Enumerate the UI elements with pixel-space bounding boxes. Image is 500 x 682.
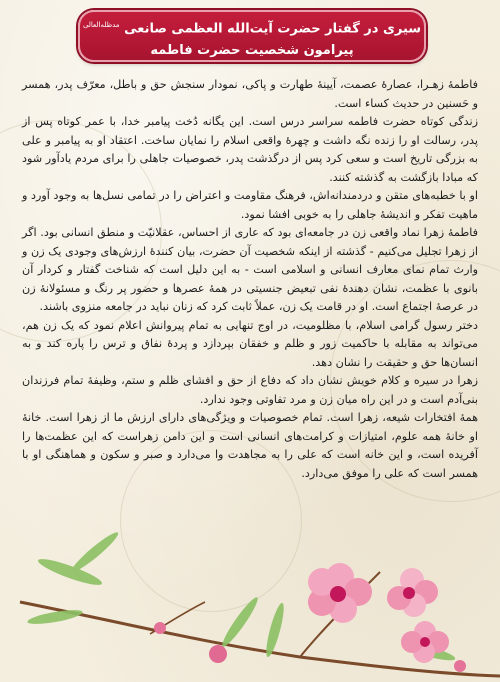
title-banner bbox=[78, 10, 426, 62]
flower-bud bbox=[154, 622, 466, 672]
title-line-2: پیرامون شخصیت حضرت فاطمه bbox=[150, 43, 354, 59]
article-body bbox=[22, 76, 478, 483]
paragraph: او با خطبه‌های متقن و دردمندانه‌اش، فرهنگ مقاومت و اعتراض را در تمامی نسل‌ها به وجود آورد و ماهیت تفکر و اندیشهٔ جاهلی را به خوبی افشا نمود. bbox=[22, 189, 478, 221]
paragraph: فاطمهٔ زهـرا، عصارهٔ عصمت، آیینهٔ طهارت و پاکی، نمودار سنجش حق و باطل، معرّف پدر، همسر و حَسنین در حدیث کساء است. bbox=[22, 78, 478, 110]
paragraph: زهرا در سیره و کلام خویش نشان داد که دفاع از حق و افشای ظلم و ستم، وظیفهٔ تمام فرزندان بنی‌آدم است و در این راه میان زن و مرد تفاوتی وجود ندارد. bbox=[22, 374, 478, 406]
paragraph: زندگی کوتاه حضرت فاطمه سراسر درس است. این یگانه دُخت پیامبر خدا، با عمر کوتاه پس از پدر، رسالت او را زنده نگه داشت و چهرهٔ واقعی اسلام را نمایان ساخت. اعتقاد او به پیامبر و علی به بزرگی تاریخ است و سعی کرد پس از درگذشت پدر، خصوصیات جاهلی را برای مردم یادآور شود که مبادا بازگشت به گذشته کنند. bbox=[22, 115, 478, 184]
title-text-1: سیری در گفتار حضرت آیت‌الله العظمی صانعی bbox=[124, 21, 422, 37]
title-line-1 bbox=[80, 14, 424, 40]
paragraph: فاطمهٔ زهرا نماد واقعی زن در جامعه‌ای بود که عاری از احساس، عقلانیّت و منطق انسانی بود. اگر از زهرا تجلیل می‌کنیم - گذشته از اینکه شخصیت آن حضرت، بیان کنندهٔ ارزش‌های وجودی یک زن و وارث تمام نمای معارف انسانی و اسلامی است - به این دلیل است که شناخت گفتار و کردار آن بانوی با عظمت، نشان دهندهٔ نفی تبعیض جنسیتی در همهٔ عصرها و حضور پر رنگ و مسئولانهٔ زن در عرصهٔ اجتماع است. او در قامت یک زن، عملاً ثابت کرد که زنان نباید در جامعه منزوی باشند. bbox=[22, 226, 478, 313]
pink-blossom bbox=[401, 621, 449, 663]
paragraph: دختر رسول گرامی اسلام، با مظلومیت، در اوج تنهایی به تمام پیروانش اعلام نمود که یک زن هم، می‌تواند به مقابله با حاکمیت زور و ظلم و خفقان بپردازد و پردهٔ نفاق و ترس را پاره کند و به انسان‌ها حق و حقیقت را نشان دهد. bbox=[22, 318, 478, 369]
pink-blossom bbox=[308, 563, 372, 623]
pink-blossom bbox=[387, 568, 438, 617]
paragraph: همهٔ افتخارات شیعه، زهرا است. تمام خصوصیات و ویژگی‌های دارای ارزش ما از زهرا است. خانهٔ او خانهٔ همه علوم، امتیازات و کرامت‌های انسانی است و این دامن زهراست که این عظمت‌ها را آفریده است، و این خانه است که علی را به مجاهدت وا می‌دارد و صبر و سکون و هماهنگی او با همسر است که علی را موفق می‌دارد. bbox=[22, 411, 478, 480]
title-honorific: مدظله‌العالی bbox=[82, 21, 120, 29]
